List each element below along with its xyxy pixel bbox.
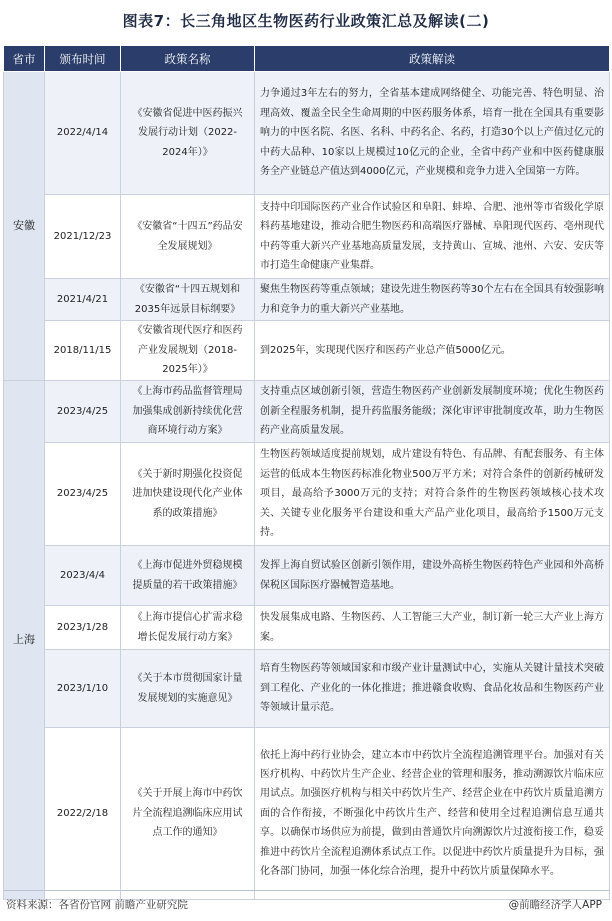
table-row: [4, 606, 610, 650]
policy-name-cell: 《上海市药品监督管理局加强集成创新持续优化营商环境行动方案》: [121, 381, 255, 443]
date-cell: 2021/4/21: [45, 279, 121, 321]
footer-divider: [3, 890, 609, 891]
policy-desc-cell: 聚焦生物医药等重点领域；建设先进生物医药等30个左右在全国具有较强影响力和竞争力的重大新兴产业基地。: [255, 279, 610, 321]
table-row: [4, 321, 610, 381]
policy-name-cell: 《安徽省“十四五”药品安全发展规划》: [121, 195, 255, 279]
policy-name-cell: 《安徽省“十四五规划和2035年远景目标纲要》: [121, 279, 255, 321]
table-header-row: [4, 46, 610, 72]
table-row: [4, 650, 610, 728]
column-header-province: 省市: [4, 46, 45, 72]
policy-desc-cell: 依托上海中药行业协会，建立本市中药饮片全流程追溯管理平台。加强对有关医疗机构、中药饮片生产企业、经营企业的管理和服务，推动溯源饮片临床应用试点。加强医疗机构与相关中药饮片生产、经营企业在中药饮片质量追溯方面的合作衔接，不断强化中药饮片生产、经营和使用全过程追溯信息互通共享。以确保市场供应为前提，做到由普通饮片向溯源饮片过渡衔接工作，稳妥推进中药饮片全流程追溯体系试点工作。以促进中药饮片质量提升为目标，强化各部门协同，加强一体化综合治理，提升中药饮片质量保障水平。: [255, 728, 610, 900]
policy-desc-cell: 快发展集成电路、生物医药、人工智能三大产业，制订新一轮三大产业上海方案。: [255, 606, 610, 650]
policy-name-cell: 《上海市促进外贸稳规模提质量的若干政策措施》: [121, 546, 255, 606]
column-header-interpretation: 政策解读: [255, 46, 610, 72]
table-row: [4, 195, 610, 279]
footer: [6, 896, 606, 914]
province-cell: 安徽: [4, 72, 45, 381]
table-row: [4, 728, 610, 900]
table-row: [4, 546, 610, 606]
policy-name-cell: 《上海市提信心扩需求稳增长促发展行动方案》: [121, 606, 255, 650]
date-cell: 2023/4/25: [45, 381, 121, 443]
source-note: 资料来源：各省份官网 前瞻产业研究院: [6, 899, 188, 911]
table-row: [4, 72, 610, 195]
policy-name-cell: 《关于本市贯彻国家计量发展规划的实施意见》: [121, 650, 255, 728]
date-cell: 2023/1/10: [45, 650, 121, 728]
date-cell: 2022/2/18: [45, 728, 121, 900]
brand-label: @前瞻经济学人APP: [508, 899, 602, 911]
policy-desc-cell: 培育生物医药等领域国家和市级产业计量测试中心，实施从关键计量技术突破到工程化、产业化的一体化推进；推进赣食收购、食品化妆品和生物医药产业等领域计量示范。: [255, 650, 610, 728]
date-cell: 2023/4/4: [45, 546, 121, 606]
table-row: [4, 279, 610, 321]
policy-desc-cell: 力争通过3年左右的努力，全省基本建成网络健全、功能完善、特色明显、治理高效、覆盖全民全生命周期的中医药服务体系，培育一批在全国具有重要影响力的中医名院、名医、名科、中药名企、名药，打造30个以上产值过亿元的中药大品种、10家以上规模过10亿元的企业，全省中药产业和中医药健康服务全产业链总产值达到4000亿元，产业规模和竞争力进入全国第一方阵。: [255, 72, 610, 195]
date-cell: 2021/12/23: [45, 195, 121, 279]
policy-desc-cell: 发挥上海自贸试验区创新引领作用，建设外高桥生物医药特色产业园和外高桥保税区国际医疗器械智造基地。: [255, 546, 610, 606]
table-row: [4, 443, 610, 546]
policy-desc-cell: 到2025年，实现现代医疗和医药产业总产值5000亿元。: [255, 321, 610, 381]
table-row: [4, 381, 610, 443]
policy-name-cell: 《安徽省现代医疗和医药产业发展规划（2018-2025年）》: [121, 321, 255, 381]
province-cell: 上海: [4, 381, 45, 900]
page-title: 图表7：长三角地区生物医药行业政策汇总及解读(二): [122, 12, 490, 30]
column-header-policy-name: 政策名称: [121, 46, 255, 72]
policy-name-cell: 《关于新时期强化投资促进加快建设现代化产业体系的政策措施》: [121, 443, 255, 546]
policy-desc-cell: 生物医药领域适度提前规划，成片建设有特色、有品牌、有配套服务、有主体运营的低成本生物医药标准化物业500万平方米；对符合条件的创新药械研发项目，最高给予3000万元的支持；对符合条件的生物医药领域核心技术攻关、关键专业化服务平台建设和重大产品产业化项目，最高给予1500万元支持。: [255, 443, 610, 546]
policy-desc-cell: 支持中印国际医药产业合作试验区和阜阳、蚌埠、合肥、池州等市省级化学原料药基地建设，推动合肥生物医药和高端医疗器械、阜阳现代医药、亳州现代中药等重大新兴产业基地高质量发展，支持黄山、宣城、池州、六安、安庆等市打造生命健康产业集群。: [255, 195, 610, 279]
policy-name-cell: 《安徽省促进中医药振兴发展行动计划（2022-2024年）》: [121, 72, 255, 195]
date-cell: 2023/4/25: [45, 443, 121, 546]
column-header-date: 颁布时间: [45, 46, 121, 72]
date-cell: 2018/11/15: [45, 321, 121, 381]
date-cell: 2023/1/28: [45, 606, 121, 650]
date-cell: 2022/4/14: [45, 72, 121, 195]
policy-name-cell: 《关于开展上海市中药饮片全流程追溯临床应用试点工作的通知》: [121, 728, 255, 900]
policy-desc-cell: 支持重点区域创新引领，营造生物医药产业创新发展制度环境；优化生物医药创新全程服务机制，提升药监服务能级；深化审评审批制度改革，助力生物医药产业高质量发展。: [255, 381, 610, 443]
policy-table: [3, 45, 610, 900]
